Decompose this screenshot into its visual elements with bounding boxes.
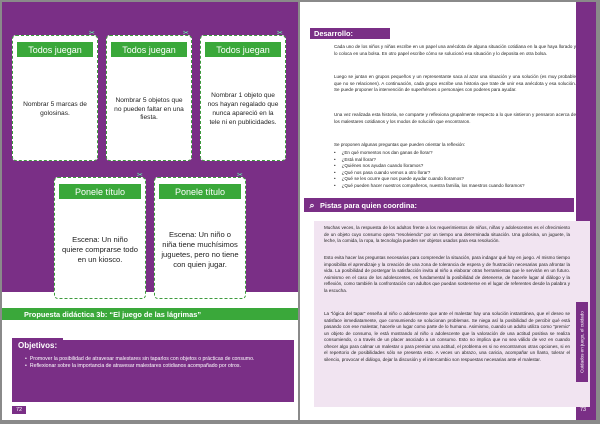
tips-box xyxy=(314,221,590,407)
tips-paragraph: Esto evita hacer las preguntas necesarias para comprender la situación, para indagar qué hay en juego. Al mismo tiempo imposibilita el aprendizaje y la creación de una zona de tolerancia de espera y de frustración necesarias para afrontar la vida. La posibilidad de postergar la satisfacción invita al niño a elaborar otras herramientas que le servirán en un futuro. Asimismo en el caso de los adolescentes, es fundamental la posibilidad de detenerse, de hacerle lugar al diálogo y la reflexión, como también la confrontación con adultos que puedan sostenerse en el lugar de referentes desde la palabra y la escucha. xyxy=(324,255,570,293)
left-page xyxy=(2,2,298,420)
scissors-icon: ✂ xyxy=(137,172,143,179)
objectives-list xyxy=(29,356,292,371)
cutout-card-kiosco xyxy=(54,172,146,299)
section-title: Desarrollo: xyxy=(310,28,390,39)
card-header: Ponele título xyxy=(159,184,241,199)
scissors-icon: ✂ xyxy=(89,30,95,37)
development-paragraph: Luego se juntan en grupos pequeños y un representante saca al azar una situación y una solución (es muy probable que no se relacionen). A continuación, cada grupo escribe una historia que trate de unir esa anécdota y esa solución. Se puede proponer la intervención de superhéroes o personajes con poderes para ayudar. xyxy=(334,74,576,93)
cutout-card-juguetes xyxy=(154,172,246,299)
scissors-icon: ✂ xyxy=(237,172,243,179)
tips-paragraph: Muchas veces, la respuesta de los adultos frente a los requerimientos de niños, niñas y adolescentes es el ofrecimiento de un objeto cuyo consumo opera “resolviendo” por un tiempo una determinada situación. Una golosina, un juguete, la leche, la comida, la ropa, la tecnología pueden ser objetos usados para esa resolución. xyxy=(324,225,570,244)
side-tab: Cuidados en juego, el cuidado xyxy=(576,302,588,382)
question-item: • ¿Quiénes nos ayudan cuando lloramos? xyxy=(334,163,576,170)
card-text: Escena: Un niño o niña tiene muchísimos juguetes, pero no tiene con quien jugar. xyxy=(161,229,239,270)
objectives-title: Objetivos: xyxy=(12,338,63,353)
development-paragraph: Cada uno de los niños y niñas escribe en un papel una anécdota de alguna situación cotidiana en la que haya llorado y lo coloca en una bolsa. En otro papel escribe cómo se solucionó esa situación y lo deposita en otra bolsa. xyxy=(334,44,576,56)
card-header: Todos juegan xyxy=(205,42,281,57)
card-text: Nombrar 5 marcas de golosinas. xyxy=(23,101,87,117)
question-item: • ¿Qué se les ocurre que nos puede ayudar cuando lloramos? xyxy=(334,176,576,183)
question-item: • ¿En qué momentos nos dan ganas de llorar? xyxy=(334,150,576,157)
card-header: Todos juegan xyxy=(17,42,93,57)
cutout-card-golosinas xyxy=(12,30,98,161)
reflection-questions xyxy=(334,150,576,189)
question-item: • ¿Qué pueden hacer nuestros compañeros, nuestra familia, los maestros cuando lloramos? xyxy=(334,183,576,190)
question-item: • ¿Qué nos pasa cuando vemos a otro llorar? xyxy=(334,170,576,177)
objective-item: • Reflexionar sobre la importancia de atravesar malestares cotidianos acompañado por otros. xyxy=(32,363,292,370)
scissors-icon: ✂ xyxy=(277,30,283,37)
card-text: Escena: Un niño quiere comprarse todo en un kiosco. xyxy=(62,234,138,265)
right-page xyxy=(300,2,596,420)
card-header: Ponele título xyxy=(59,184,141,199)
activity-title-banner: Propuesta didáctica 3b: “El juego de las lágrimas” xyxy=(2,308,298,320)
cutout-card-regalo xyxy=(200,30,286,161)
page-number: 72 xyxy=(12,406,26,414)
tips-title-bar xyxy=(304,198,574,212)
cutout-card-fiesta xyxy=(106,30,192,161)
objective-item: • Promover la posibilidad de atravesar malestares sin taparlos con objetos o prácticas de consumo. xyxy=(32,356,292,363)
card-text: Nombrar 5 objetos que no pueden faltar en una fiesta. xyxy=(114,96,184,122)
tips-paragraph: La “lógica del tapar” enseña al niño o adolescente que ante el malestar hay una solución instantánea, que el deseo se satisface inmediatamente, que consumiendo se solucionan problemas. Se niega así la posibilidad de percibir qué está pasando con ese malestar, hacerle un lugar como parte de lo humano. Asimismo, cuando un adulto utiliza como “premio” un objeto de consumo, le está mostrando al niño o adolescente que la valoración de una actitud positiva se realiza consumiendo, o a través de un placer asociado a un consumo. Esto no implica que no sea válido de vez en cuando ofrecer algo para calmar un malestar o para premiar una actitud, el problema es si no encontramos otras opciones, si en el repertorio de posibilidades sólo se presenta esto. A veces un abrazo, una caricia, acompañar un llanto, tolerar el silencio, provocar el diálogo, dejar la discusión y el intercambio son respuestas necesarias ante el malestar. xyxy=(324,311,570,363)
card-text: Nombrar 1 objeto que nos hayan regalado que nunca apareció en la tele ni en publicidades. xyxy=(207,92,279,126)
card-header: Todos juegan xyxy=(111,42,187,57)
scissors-icon: ✂ xyxy=(183,30,189,37)
questions-intro: Se proponen algunas preguntas que pueden orientar la reflexión: xyxy=(334,142,466,147)
search-icon: ⌕ xyxy=(309,199,315,210)
development-paragraph: Una vez realizada esta historia, se comparte y reflexiona grupalmente respecto a lo que sintieron y pensaron acerca de los malestares cotidianos y los modos de solución que encontraron. xyxy=(334,112,576,124)
question-item: • ¿Está mal llorar? xyxy=(334,157,576,164)
page-number: 73 xyxy=(580,407,587,413)
tips-title: Pistas para quien coordina: xyxy=(320,200,417,210)
